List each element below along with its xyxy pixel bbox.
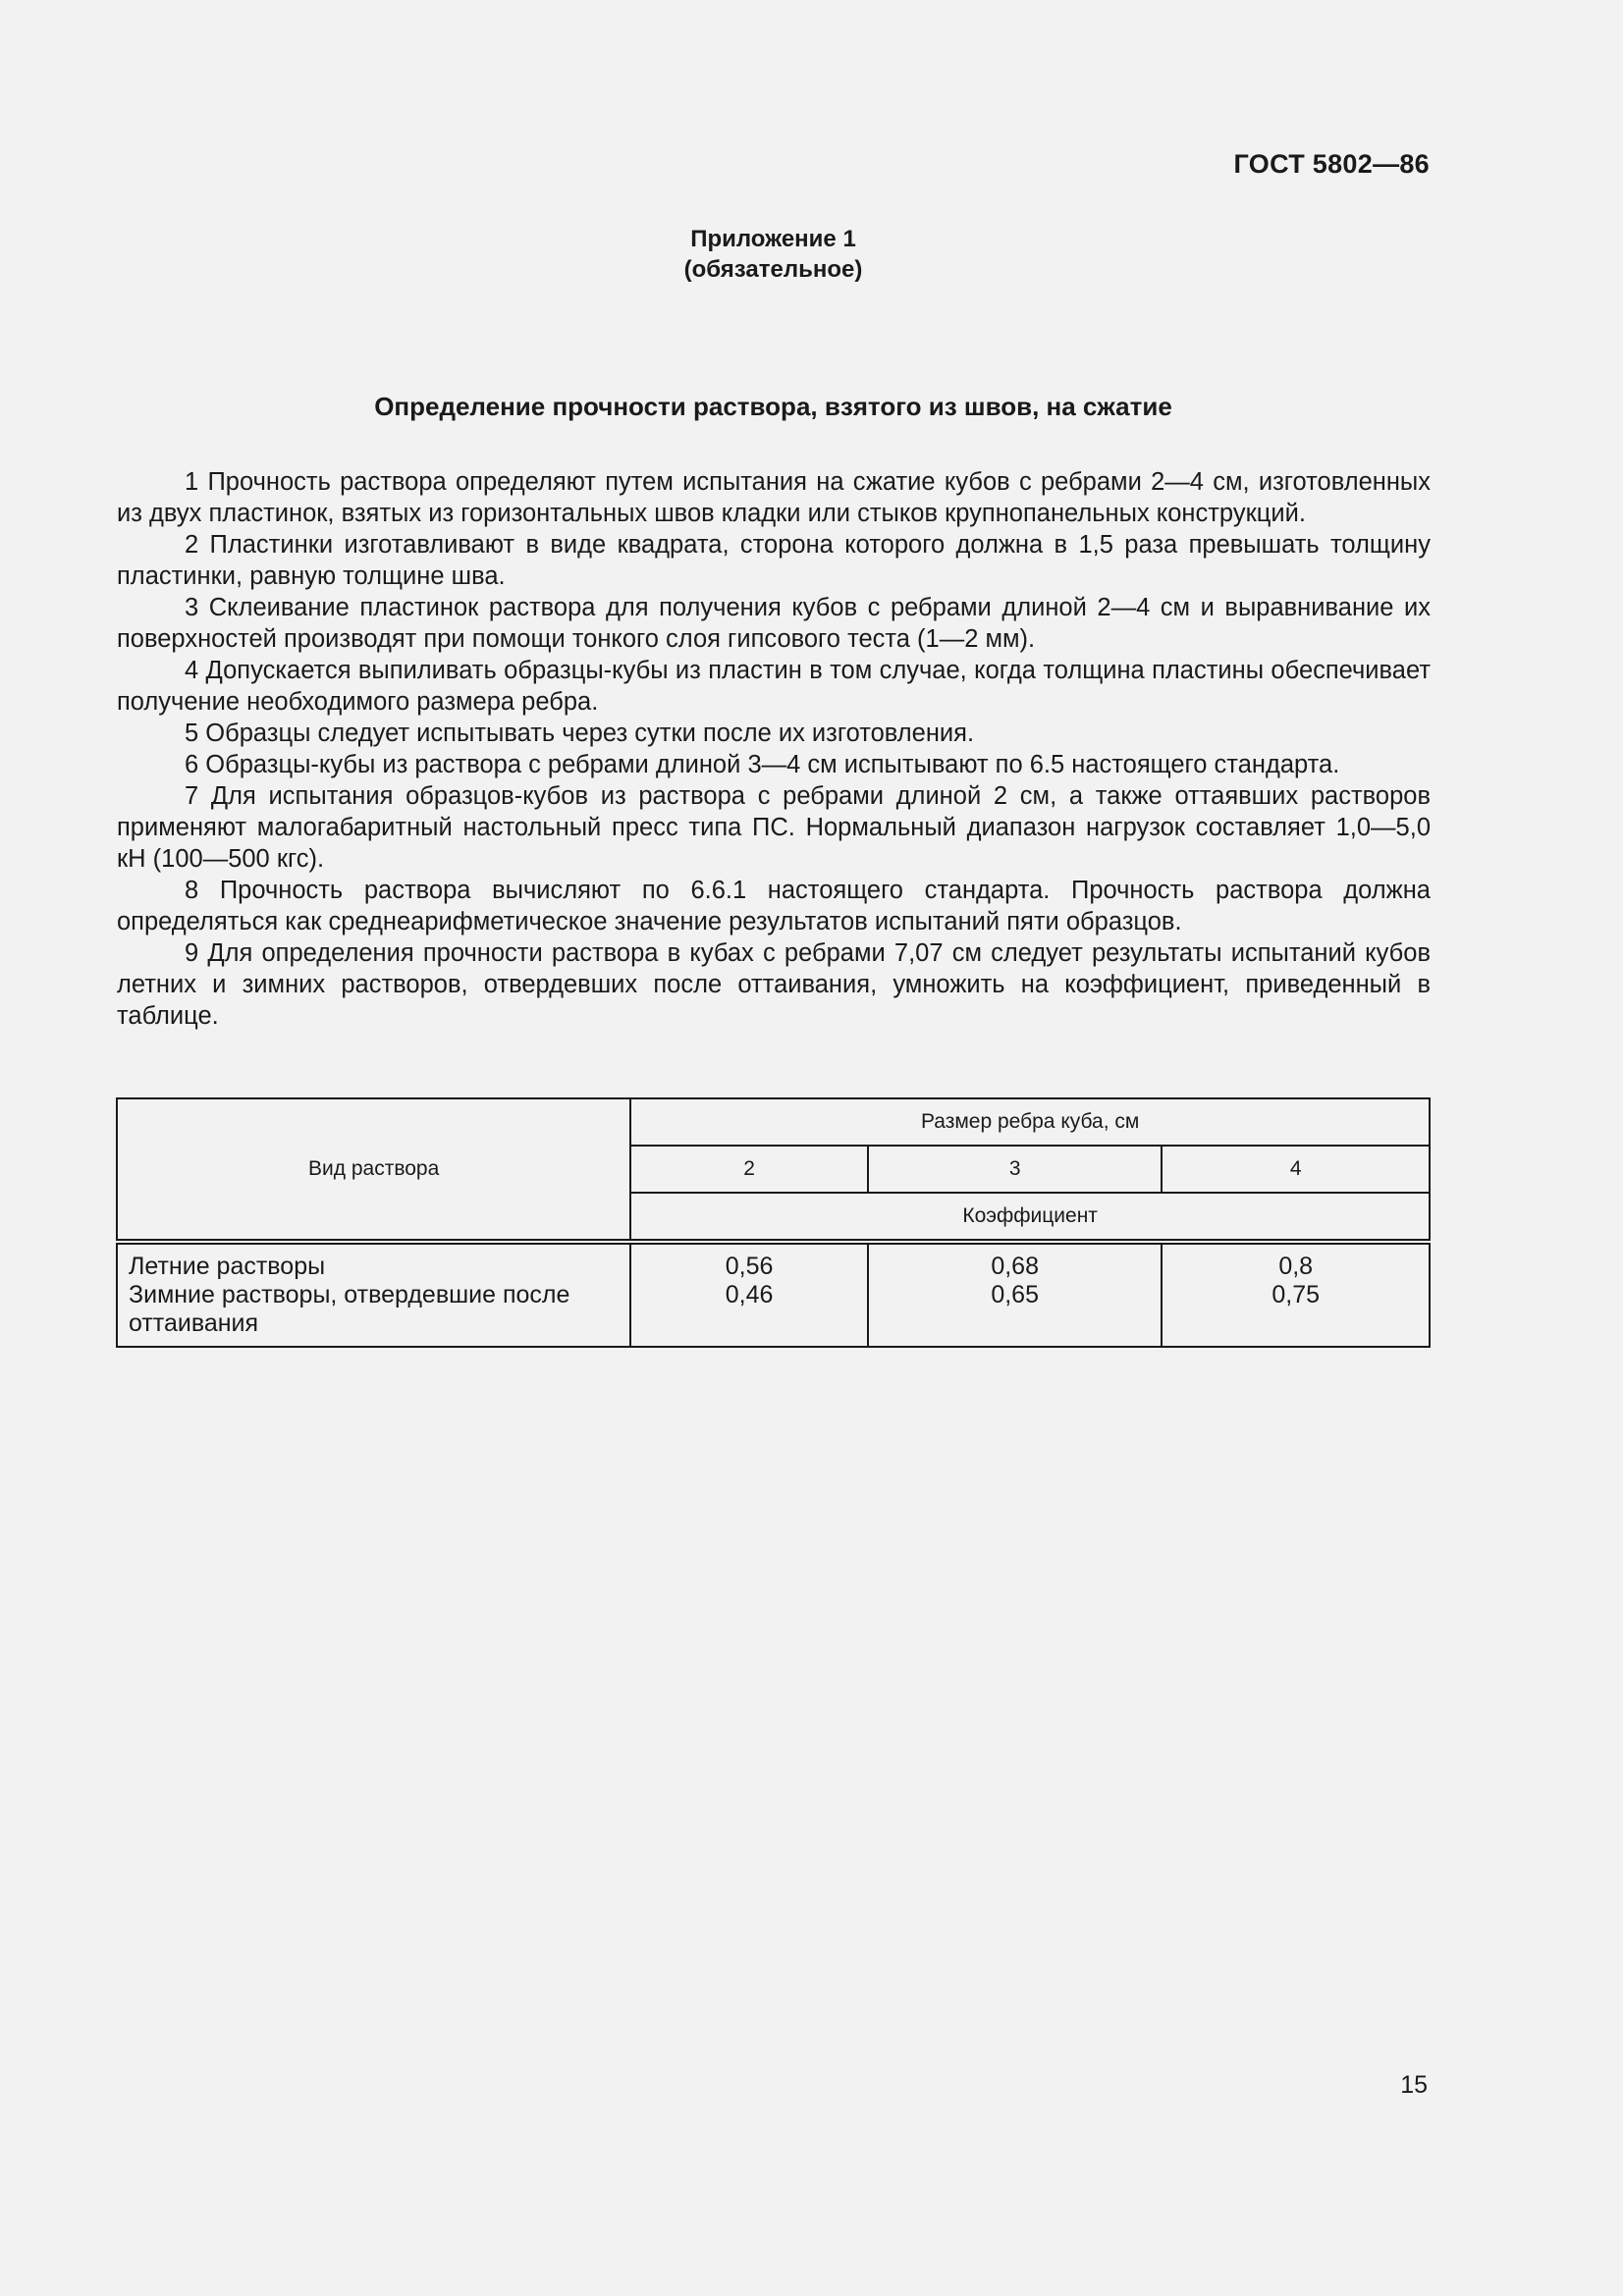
appendix-status: (обязательное) xyxy=(683,256,863,283)
paragraph: 5 Образцы следует испытывать через сутки после их изготовления. xyxy=(185,720,975,747)
coef-value: 0,75 xyxy=(1271,1281,1321,1308)
body-text xyxy=(117,466,1431,1032)
section-title: Определение прочности раствора, взятого из швов, на сжатие xyxy=(374,392,1172,421)
header-size-value: 3 xyxy=(868,1146,1163,1193)
coef-value: 0,46 xyxy=(725,1281,774,1308)
paragraph: 3 Склеивание пластинок раствора для получения кубов с ребрами длиной 2—4 см и выравнивание их поверхностей производят при помощи тонкого слоя гипсового теста (1—2 мм). xyxy=(117,594,1431,653)
coef-value: 0,8 xyxy=(1278,1253,1314,1280)
coef-value: 0,68 xyxy=(991,1253,1039,1280)
doc-code: ГОСТ 5802—86 xyxy=(1233,149,1430,179)
paragraph: 2 Пластинки изготавливают в виде квадрата, сторона которого должна в 1,5 раза превышать толщину пластинки, равную толщине шва. xyxy=(117,531,1431,590)
coef-cell xyxy=(868,1242,1163,1347)
table-header-row xyxy=(117,1098,1430,1146)
paragraph: 6 Образцы-кубы из раствора с ребрами длиной 3—4 см испытывают по 6.5 настоящего стандарта. xyxy=(185,751,1340,778)
kind-summer: Летние растворы xyxy=(129,1253,326,1280)
header-size: Размер ребра куба, см xyxy=(630,1098,1430,1146)
header-size-value: 2 xyxy=(630,1146,868,1193)
page-number: 15 xyxy=(1400,2071,1428,2099)
appendix-title: Приложение 1 xyxy=(690,226,856,252)
paragraph: 1 Прочность раствора определяют путем испытания на сжатие кубов с ребрами 2—4 см, изготовленных из двух пластинок, взятых из горизонтальных швов кладки или стыков крупнопанельных конструкций. xyxy=(117,468,1431,527)
coef-cell xyxy=(630,1242,868,1347)
coefficient-table xyxy=(116,1097,1431,1348)
paragraph: 9 Для определения прочности раствора в кубах с ребрами 7,07 см следует результаты испытаний кубов летних и зимних растворов, отвердевших после оттаивания, умножить на коэффициент, приведенный в таблице. xyxy=(117,939,1431,1030)
header-coefficient: Коэффициент xyxy=(630,1193,1430,1242)
coef-value: 0,56 xyxy=(725,1253,774,1280)
header-size-value: 4 xyxy=(1162,1146,1430,1193)
kind-cell xyxy=(117,1242,630,1347)
paragraph: 8 Прочность раствора вычисляют по 6.6.1 настоящего стандарта. Прочность раствора должна определяться как среднеарифметическое значение результатов испытаний пяти образцов. xyxy=(117,877,1431,935)
paragraph: 7 Для испытания образцов-кубов из раствора с ребрами длиной 2 см, а также оттаявших растворов применяют малогабаритный настольный пресс типа ПС. Нормальный диапазон нагрузок составляет 1,0—5,0 кН (100—500 кгс). xyxy=(117,782,1431,873)
coef-value: 0,65 xyxy=(991,1281,1039,1308)
kind-winter: Зимние растворы, отвердевшие после оттаивания xyxy=(129,1281,570,1337)
paragraph: 4 Допускается выпиливать образцы-кубы из пластин в том случае, когда толщина пластины обеспечивает получение необходимого размера ребра. xyxy=(117,657,1431,716)
coef-cell xyxy=(1162,1242,1430,1347)
table-row xyxy=(117,1242,1430,1347)
header-kind: Вид раствора xyxy=(117,1098,630,1242)
